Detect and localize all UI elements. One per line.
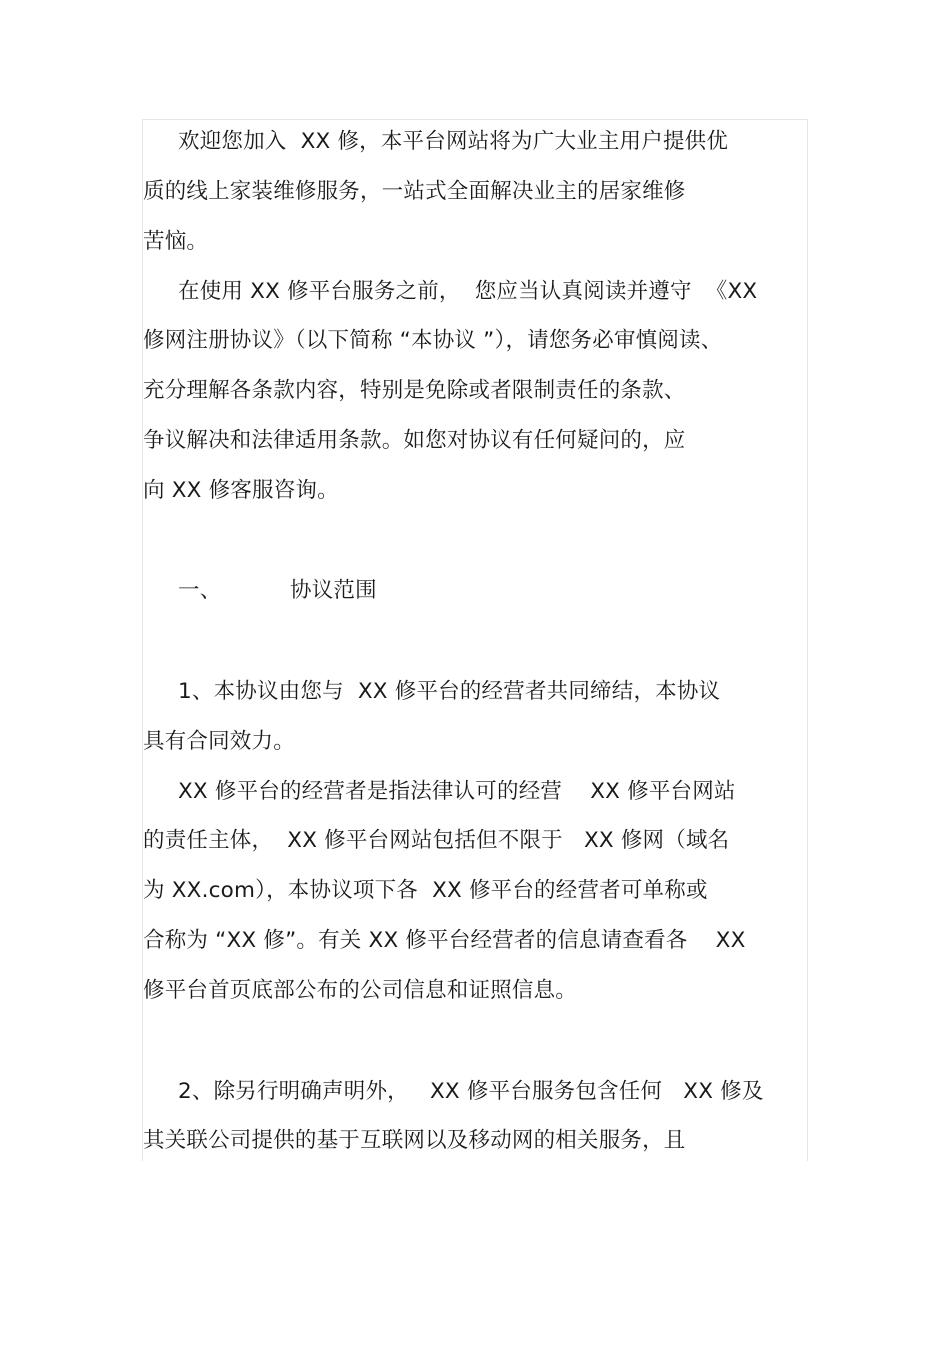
- section-title: 协议范围: [290, 578, 377, 603]
- notice-line-4: 争议解决和法律适用条款。如您对协议有任何疑问的，应: [143, 428, 686, 453]
- intro-line-2: 质的线上家装维修服务，一站式全面解决业主的居家维修: [143, 179, 686, 204]
- operator-line-5: 修平台首页底部公布的公司信息和证照信息。: [143, 978, 578, 1003]
- clause-2-line-2: 其关联公司提供的基于互联网以及移动网的相关服务，且: [143, 1128, 686, 1153]
- clause-1-line-2: 具有合同效力。: [143, 729, 295, 754]
- notice-line-2: 修网注册协议》（以下简称 “本协议 ”），请您务必审慎阅读、: [143, 328, 723, 353]
- operator-line-2: 的责任主体， XX 修平台网站包括但不限于 XX 修网（域名: [143, 828, 730, 853]
- text-frame: [142, 119, 808, 1161]
- operator-line-1: XX 修平台的经营者是指法律认可的经营 XX 修平台网站: [178, 779, 736, 804]
- operator-line-4: 合称为 “XX 修”。有关 XX 修平台经营者的信息请查看各 XX: [143, 928, 746, 953]
- notice-line-5: 向 XX 修客服咨询。: [143, 478, 339, 503]
- notice-line-1: 在使用 XX 修平台服务之前， 您应当认真阅读并遵守 《XX: [178, 279, 758, 304]
- section-number: 一、: [178, 578, 222, 603]
- intro-line-1: 欢迎您加入 XX 修，本平台网站将为广大业主用户提供优: [178, 129, 729, 154]
- clause-1-line-1: 1、本协议由您与 XX 修平台的经营者共同缔结，本协议: [178, 679, 721, 704]
- operator-line-3: 为 XX.com），本协议项下各 XX 修平台的经营者可单称或: [143, 878, 708, 903]
- clause-2-line-1: 2、除另行明确声明外， XX 修平台服务包含任何 XX 修及: [178, 1079, 764, 1104]
- notice-line-3: 充分理解各条款内容，特别是免除或者限制责任的条款、: [143, 378, 686, 403]
- intro-line-3: 苦恼。: [143, 229, 209, 254]
